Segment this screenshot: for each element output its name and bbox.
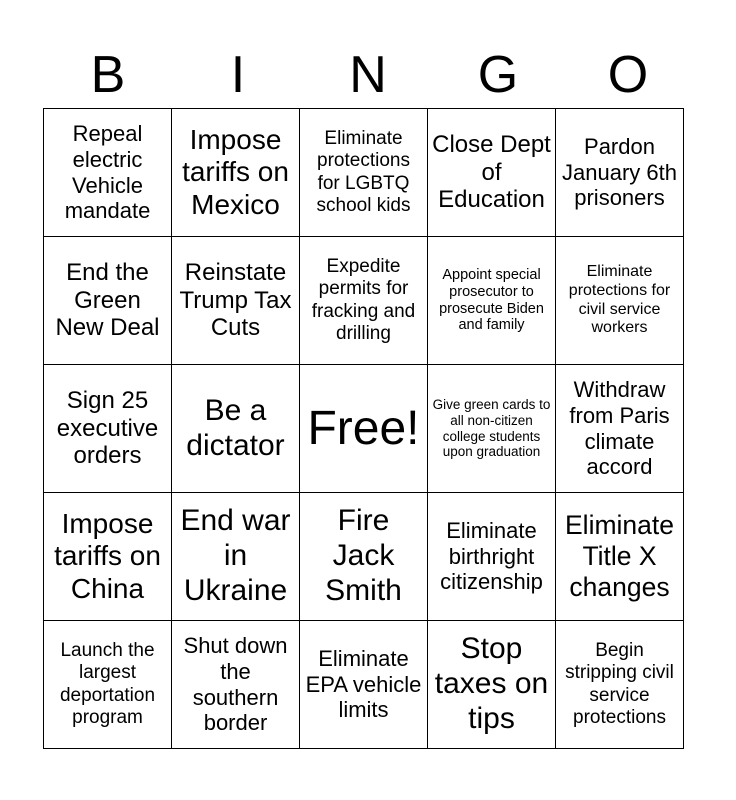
bingo-cell[interactable]: Appoint special prosecutor to prosecute Biden and family [428,237,556,365]
bingo-cell[interactable]: End the Green New Deal [44,237,172,365]
bingo-cell[interactable]: Be a dictator [172,365,300,493]
bingo-cell[interactable]: Impose tariffs on China [44,493,172,621]
bingo-cell[interactable]: Launch the largest deportation program [44,621,172,749]
free-space-cell[interactable]: Free! [300,365,428,493]
bingo-cell[interactable]: Withdraw from Paris climate accord [556,365,684,493]
bingo-cell[interactable]: Eliminate protections for civil service workers [556,237,684,365]
bingo-cell[interactable]: End war in Ukraine [172,493,300,621]
bingo-cell[interactable]: Eliminate Title X changes [556,493,684,621]
bingo-cell[interactable]: Impose tariffs on Mexico [172,109,300,237]
header-letter-o: O [607,46,649,104]
header-letter-g: G [477,46,519,104]
bingo-board [43,108,684,749]
bingo-header [43,42,693,108]
bingo-cell[interactable]: Fire Jack Smith [300,493,428,621]
header-letter-b: B [90,46,126,104]
bingo-cell[interactable]: Eliminate protections for LGBTQ school kids [300,109,428,237]
bingo-cell[interactable]: Stop taxes on tips [428,621,556,749]
board-row-1 [44,109,684,237]
bingo-cell[interactable]: Sign 25 executive orders [44,365,172,493]
bingo-cell[interactable]: Shut down the southern border [172,621,300,749]
bingo-cell[interactable]: Begin stripping civil service protections [556,621,684,749]
bingo-cell[interactable]: Give green cards to all non-citizen college students upon graduation [428,365,556,493]
bingo-cell[interactable]: Eliminate birthright citizenship [428,493,556,621]
bingo-cell[interactable]: Close Dept of Education [428,109,556,237]
board-row-4 [44,493,684,621]
bingo-cell[interactable]: Expedite permits for fracking and drilling [300,237,428,365]
header-letter-i: I [230,46,246,104]
bingo-cell[interactable]: Repeal electric Vehicle mandate [44,109,172,237]
header-letter-n: N [349,46,387,104]
board-row-5 [44,621,684,749]
board-row-3 [44,365,684,493]
bingo-cell[interactable]: Pardon January 6th prisoners [556,109,684,237]
bingo-cell[interactable]: Eliminate EPA vehicle limits [300,621,428,749]
board-row-2 [44,237,684,365]
bingo-cell[interactable]: Reinstate Trump Tax Cuts [172,237,300,365]
